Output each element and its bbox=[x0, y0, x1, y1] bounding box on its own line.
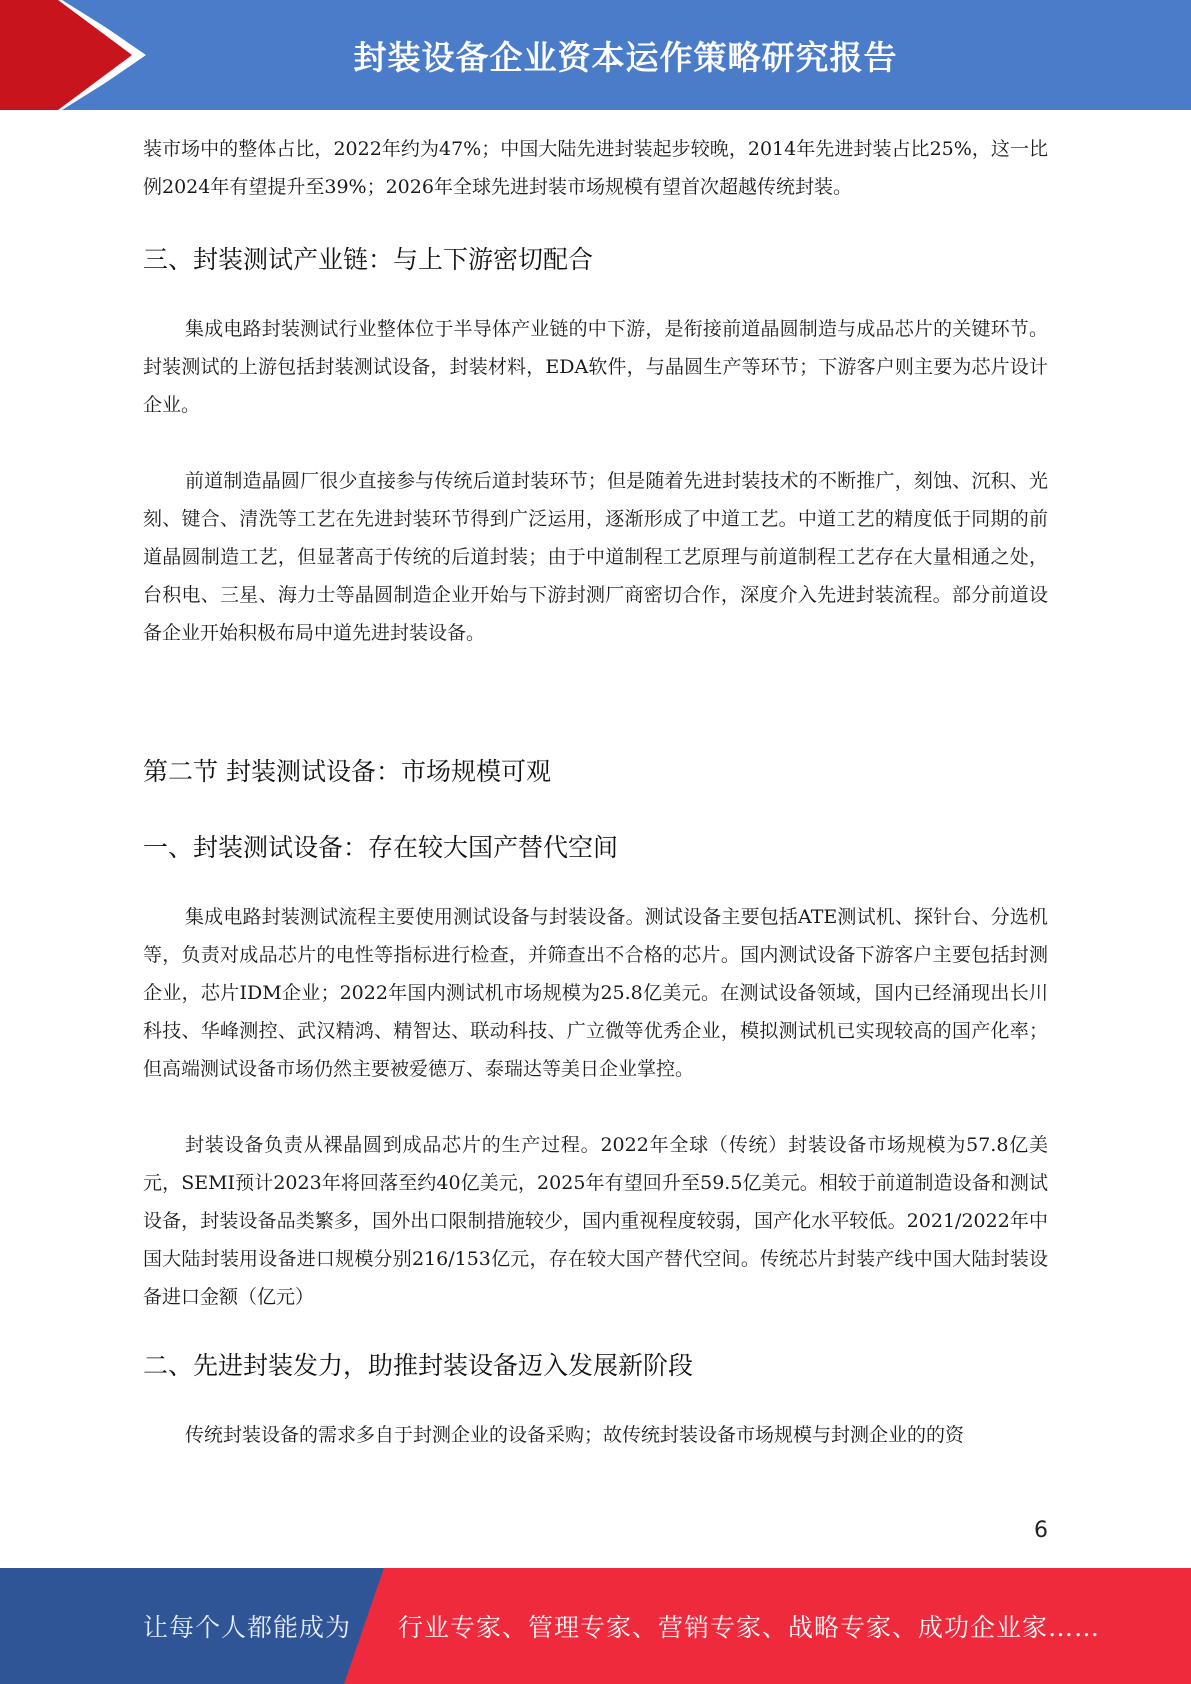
header-arrow-decoration bbox=[0, 0, 150, 110]
paragraph-industry-chain: 集成电路封装测试行业整体位于半导体产业链的中下游，是衔接前道晶圆制造与成品芯片的关键环节。封装测试的上游包括封装测试设备，封装材料，EDA软件，与晶圆生产等环节；下游客户则主要为芯片设计企业。 bbox=[143, 318, 1048, 416]
paragraph-packaging-equipment: 封装设备负责从裸晶圆到成品芯片的生产过程。2022年全球（传统）封装设备市场规模为57.8亿美元，SEMI预计2023年将回落至约40亿美元，2025年有望回升至59.5亿美元。相较于前道制造设备和测试设备，封装设备品类繁多，国外出口限制措施较少，国内重视程度较弱，国产化水平较低。2021/2022年中国大陆封装用设备进口规模分别216/153亿元，存在较大国产替代空间。传统芯片封装产线中国大陆封装设备进口金额（亿元） bbox=[143, 1134, 1048, 1308]
footer-slogan-right: 行业专家、管理专家、营销专家、战略专家、成功企业家…… bbox=[398, 1613, 1101, 1642]
heading-domestic-substitution: 一、封装测试设备：存在较大国产替代空间 bbox=[143, 833, 619, 862]
footer-slogan-left: 让每个人都能成为 bbox=[143, 1613, 352, 1642]
heading-industry-chain: 三、封装测试产业链：与上下游密切配合 bbox=[143, 245, 594, 274]
section-heading-test-equipment: 第二节 封装测试设备：市场规模可观 bbox=[143, 757, 551, 786]
report-title: 封装设备企业资本运作策略研究报告 bbox=[353, 37, 898, 77]
heading-advanced-packaging: 二、先进封装发力，助推封装设备迈入发展新阶段 bbox=[143, 1351, 694, 1380]
page-number: 6 bbox=[1034, 1518, 1048, 1543]
header-banner bbox=[0, 0, 1191, 110]
paragraph-traditional-demand: 传统封装设备的需求多自于封测企业的设备采购；故传统封装设备市场规模与封测企业的的资 bbox=[185, 1424, 965, 1446]
paragraph-test-equipment: 集成电路封装测试流程主要使用测试设备与封装设备。测试设备主要包括ATE测试机、探针台、分选机等，负责对成品芯片的电性等指标进行检查，并筛查出不合格的芯片。国内测试设备下游客户主要包括封测企业，芯片IDM企业；2022年国内测试机市场规模为25.8亿美元。在测试设备领域，国内已经涌现出长川科技、华峰测控、武汉精鸿、精智达、联动科技、广立微等优秀企业，模拟测试机已实现较高的国产化率；但高端测试设备市场仍然主要被爱德万、泰瑞达等美日企业掌控。 bbox=[143, 906, 1048, 1080]
footer-banner bbox=[0, 1568, 1191, 1684]
paragraph-market-share: 装市场中的整体占比，2022年约为47%；中国大陆先进封装起步较晚，2014年先进封装占比25%，这一比例2024年有望提升至39%；2026年全球先进封装市场规模有望首次超越传统封装。 bbox=[143, 138, 1048, 198]
paragraph-middle-process: 前道制造晶圆厂很少直接参与传统后道封装环节；但是随着先进封装技术的不断推广，刻蚀、沉积、光刻、键合、清洗等工艺在先进封装环节得到广泛运用，逐渐形成了中道工艺。中道工艺的精度低于同期的前道晶圆制造工艺，但显著高于传统的后道封装；由于中道制程工艺原理与前道制程工艺存在大量相通之处，台积电、三星、海力士等晶圆制造企业开始与下游封测厂商密切合作，深度介入先进封装流程。部分前道设备企业开始积极布局中道先进封装设备。 bbox=[143, 470, 1048, 644]
page-content bbox=[143, 130, 1048, 1454]
